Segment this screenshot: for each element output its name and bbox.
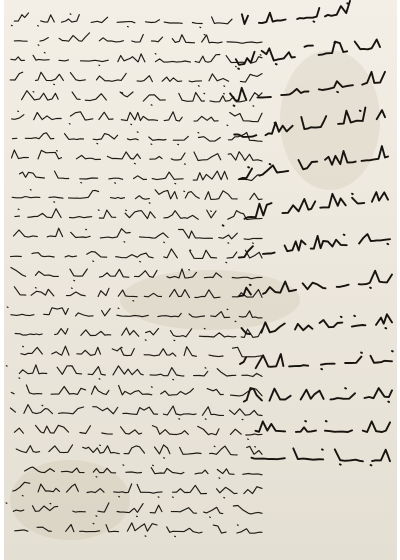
manuscript-line <box>15 328 262 341</box>
manuscript-line <box>12 111 262 125</box>
margin-note-line <box>240 351 393 369</box>
manuscript-line <box>14 228 263 243</box>
manuscript-line <box>14 171 262 184</box>
manuscript-line <box>10 72 262 86</box>
manuscript-line <box>0 130 262 144</box>
margin-note-line <box>244 388 392 402</box>
margin-note-line <box>239 234 390 258</box>
margin-note-line <box>252 448 391 465</box>
manuscript-line <box>10 405 262 420</box>
manuscript-line <box>11 53 262 67</box>
manuscript-line <box>14 33 262 45</box>
manuscript-line <box>12 91 262 107</box>
manuscript-line <box>16 445 262 458</box>
margin-note-line <box>243 420 390 433</box>
manuscript-line <box>11 13 232 28</box>
manuscript-line <box>14 425 262 439</box>
manuscript-line <box>12 190 262 204</box>
manuscript-line <box>15 209 262 220</box>
manuscript-line <box>13 346 263 357</box>
margin-note-line <box>223 192 388 226</box>
margin-note-line <box>242 1 350 24</box>
manuscript-line <box>12 150 263 164</box>
manuscript-line <box>6 365 262 380</box>
manuscript-line <box>11 385 262 396</box>
manuscript-line <box>11 249 262 263</box>
page-stains <box>10 50 380 540</box>
